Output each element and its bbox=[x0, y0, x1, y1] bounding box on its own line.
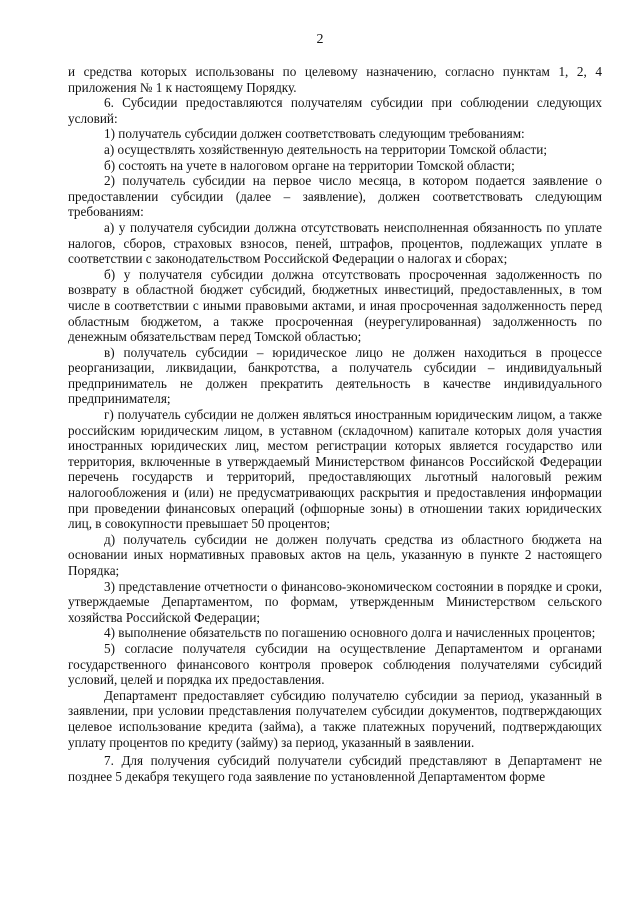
paragraph-continuation: и средства которых использованы по целевому назначению, согласно пунктам 1, 2, 4 приложения № 1 к настоящему Порядку. bbox=[68, 64, 602, 95]
paragraph-condition-1a: а) осуществлять хозяйственную деятельность на территории Томской области; bbox=[104, 141, 547, 157]
paragraph-condition-2a: а) у получателя субсидии должна отсутствовать неисполненная обязанность по уплате налогов, сборов, страховых взносов, пеней, штрафов, процентов, подлежащих уплате в соответствии с законодательством Российской Федерации о налогах и сборах; bbox=[68, 219, 602, 267]
document-body bbox=[68, 64, 602, 784]
paragraph-condition-2: 2) получатель субсидии на первое число месяца, в котором подается заявление о предоставлении субсидии (далее – заявление), должен соответствовать следующим требованиям: bbox=[68, 173, 602, 220]
page-number: 2 bbox=[316, 32, 324, 47]
paragraph-condition-1b: б) состоять на учете в налоговом органе на территории Томской области; bbox=[104, 157, 515, 173]
paragraph-condition-2d: д) получатель субсидии не должен получать средства из областного бюджета на основании иных нормативных правовых актов на цель, указанную в пункте 2 настоящего Порядка; bbox=[68, 531, 602, 578]
paragraph-condition-5: 5) согласие получателя субсидии на осуществление Департаментом и органами государственного финансового контроля проверок соблюдения получателями субсидий условий, целей и порядка их предоставления. bbox=[68, 640, 602, 688]
paragraph-condition-4: 4) выполнение обязательств по погашению основного долга и начисленных процентов; bbox=[104, 625, 596, 641]
paragraph-condition-2g: г) получатель субсидии не должен являться иностранным юридическим лицом, а также российским юридическим лицом, в уставном (складочном) капитале которых доля участия иностранных юридических лиц, местом регистрации которых является государство или территория, включенные в утверждаемый Министерством финансов Российской Федерации перечень государств и территорий, предоставляющих льготный налоговый режим налогообложения и (или) не предусматривающих раскрытия и предоставления информации при проведении финансовых операций (офшорные зоны) в отношении таких юридических лиц, в совокупности превышает 50 процентов; bbox=[68, 407, 602, 532]
paragraph-condition-2b: б) у получателя субсидии должна отсутствовать просроченная задолженность по возврату в областной бюджет субсидий, бюджетных инвестиций, предоставленных, в том числе в соответствии с иными правовыми актами, и иная просроченная задолженность перед областным бюджетом, а также просроченная (неурегулированная) задолженность по денежным обязательствам перед Томской областью; bbox=[68, 266, 602, 345]
paragraph-clause-7: 7. Для получения субсидий получатели субсидий представляют в Департамент не позднее 5 декабря текущего года заявление по установленной Департаментом форме bbox=[68, 753, 602, 784]
paragraph-clause-6: 6. Субсидии предоставляются получателям субсидии при соблюдении следующих условий: bbox=[68, 95, 602, 126]
paragraph-condition-3: 3) представление отчетности о финансово-экономическом состоянии в порядке и сроки, утверждаемые Департаментом, по формам, утвержденным Министерством сельского хозяйства Российской Федерации; bbox=[68, 578, 602, 625]
paragraph-department-grant: Департамент предоставляет субсидию получателю субсидии за период, указанный в заявлении, при условии представления получателем субсидии документов, подтверждающих целевое использование кредита (займа), а также платежных поручений, подтверждающих уплату процентов по кредиту (займу) за период, указанный в заявлении. bbox=[68, 687, 602, 750]
paragraph-condition-1: 1) получатель субсидии должен соответствовать следующим требованиям: bbox=[104, 126, 525, 142]
paragraph-condition-2v: в) получатель субсидии – юридическое лицо не должен находиться в процессе реорганизации, ликвидации, банкротства, а получатель субсидии – индивидуальный предприниматель не должен прекратить деятельность в качестве индивидуального предпринимателя; bbox=[68, 344, 602, 407]
